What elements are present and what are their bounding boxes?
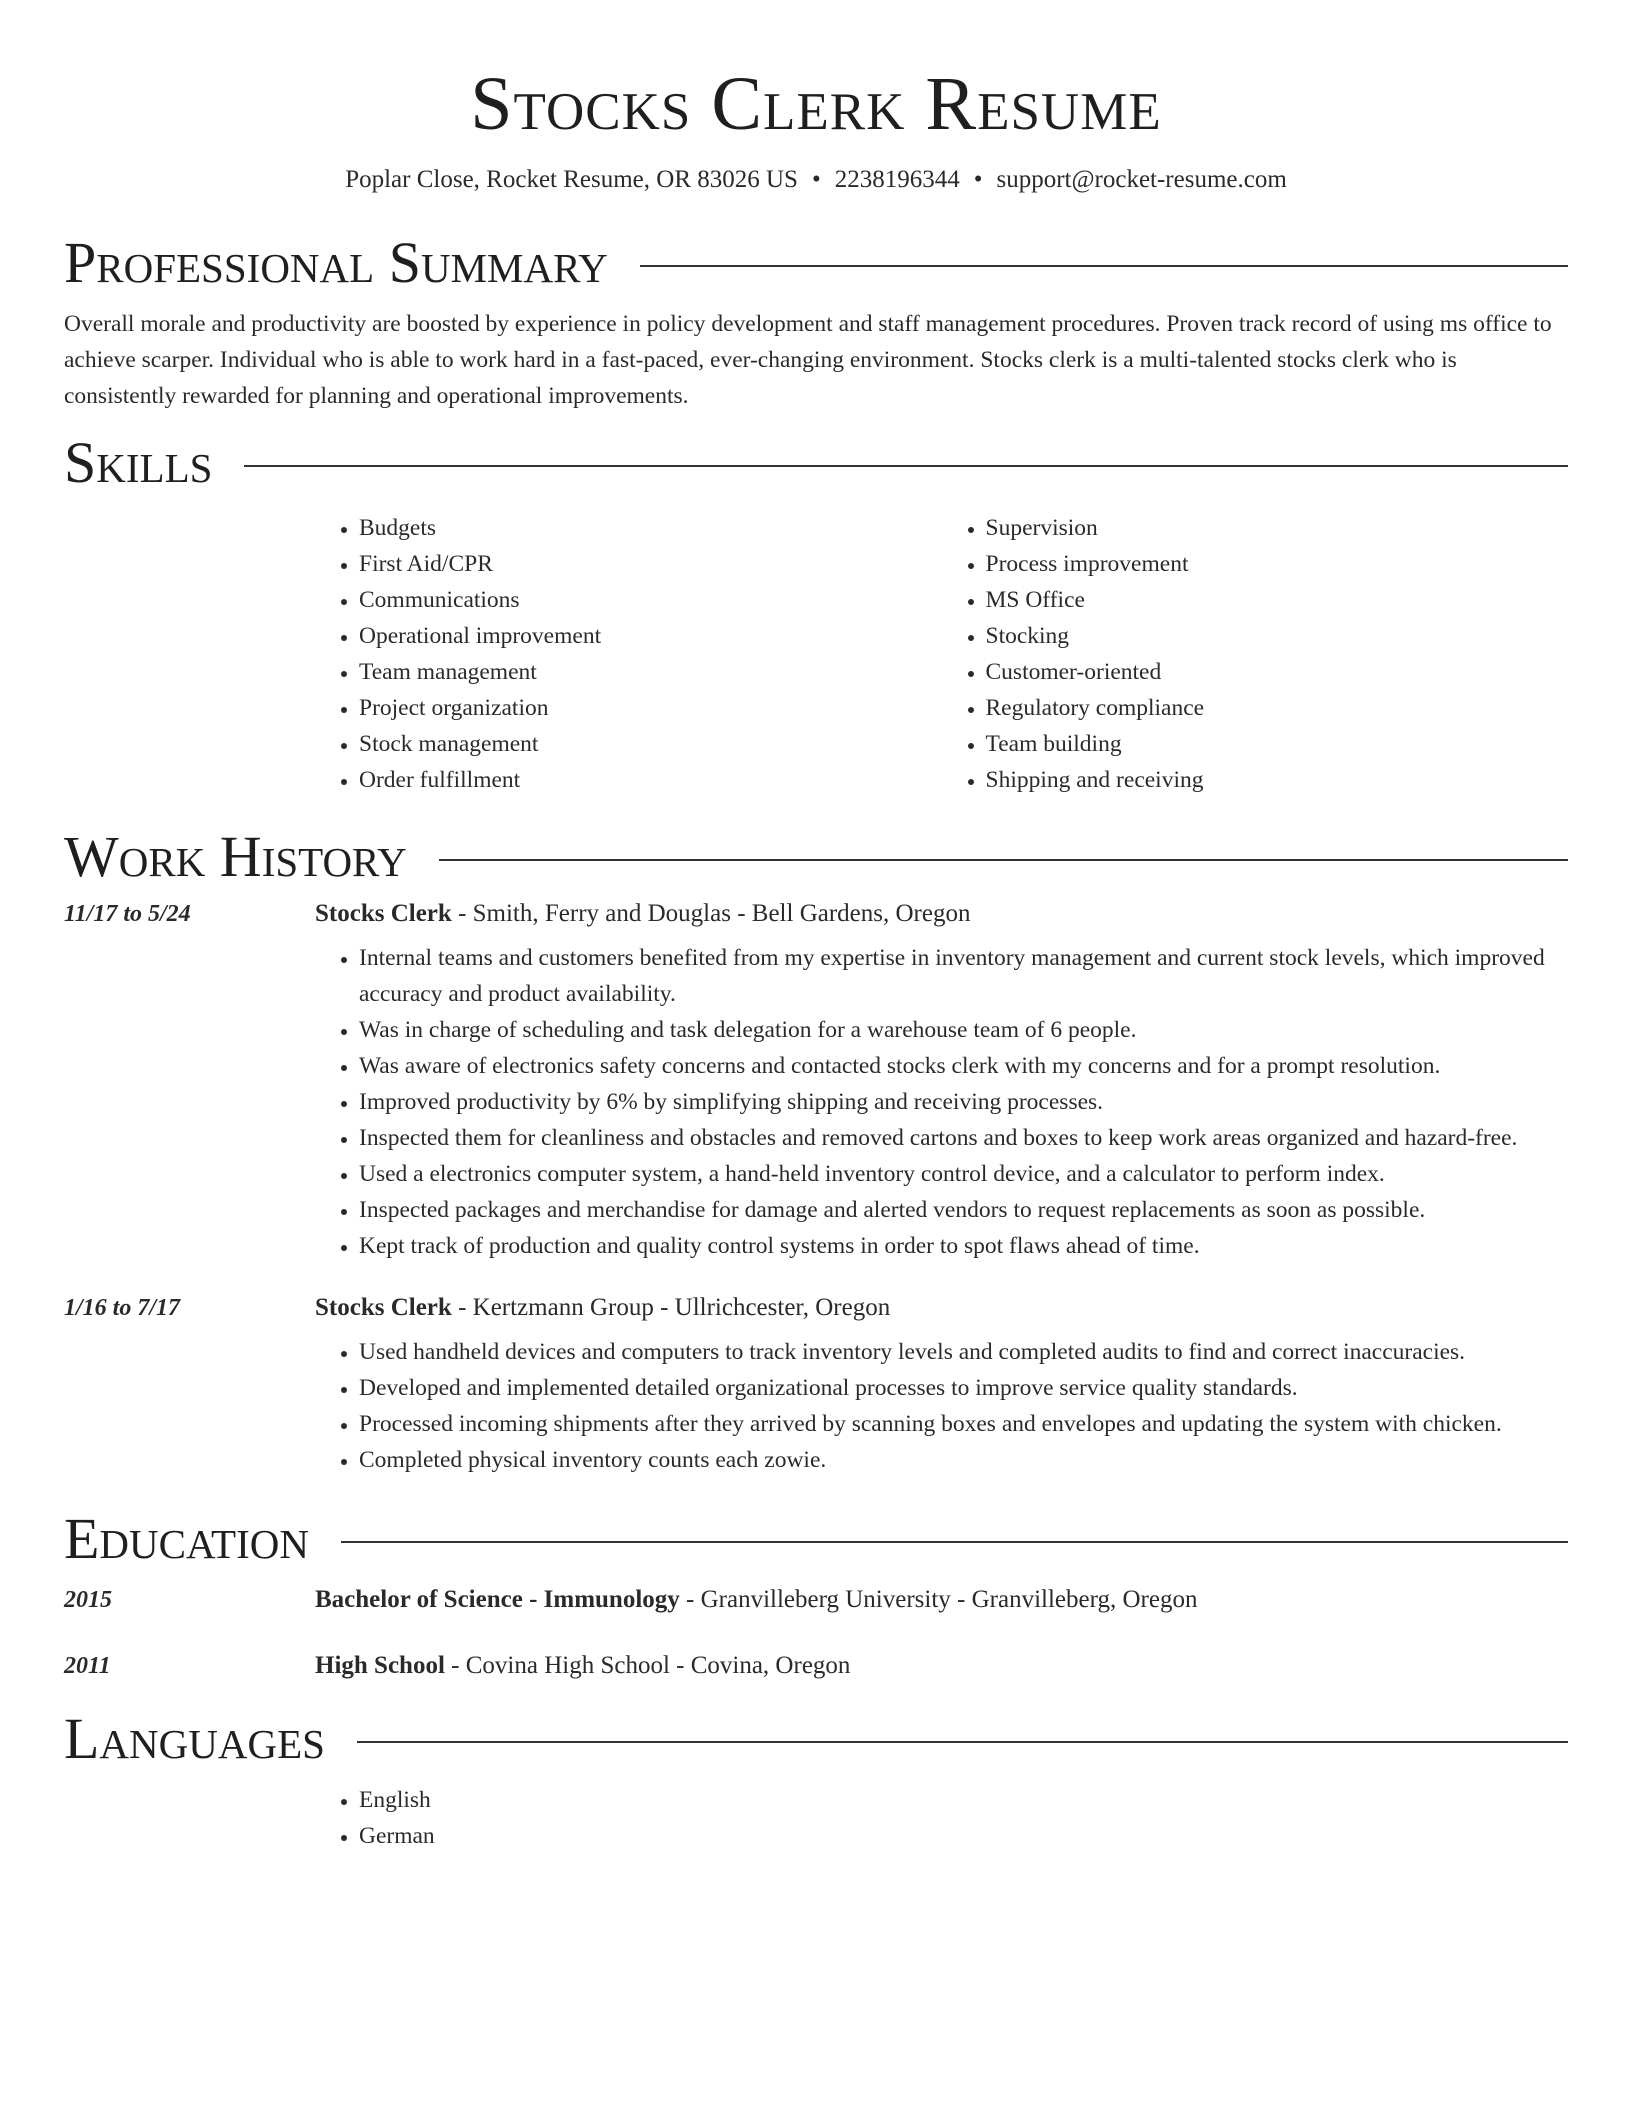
education-entry [64, 1586, 1568, 1614]
section-divider [439, 859, 1568, 861]
job-dates: 1/16 to 7/17 [64, 1295, 181, 1321]
skill-item: • Process improvement [986, 546, 1569, 582]
job-details: - Smith, Ferry and Douglas - Bell Gardens, Oregon [451, 900, 971, 927]
education-header [64, 1506, 1568, 1572]
education-line [315, 1652, 850, 1680]
education-details: - Covina High School - Covina, Oregon [444, 1652, 851, 1679]
language-item: • German [359, 1818, 1568, 1854]
section-divider [341, 1541, 1568, 1543]
language-item: • English [359, 1782, 1568, 1818]
skill-item: • Stock management [359, 726, 942, 762]
summary-header [64, 230, 1568, 296]
education-degree: High School [315, 1652, 445, 1679]
job-bullet: • Kept track of production and quality control systems in order to spot flaws ahead of time. [359, 1228, 1568, 1264]
section-divider [640, 265, 1568, 267]
job-bullet: • Inspected packages and merchandise for damage and alerted vendors to request replacements as soon as possible. [359, 1192, 1568, 1228]
skill-item: • Communications [359, 582, 942, 618]
job-bullet: • Improved productivity by 6% by simplifying shipping and receiving processes. [359, 1084, 1568, 1120]
skills-list-left [315, 510, 942, 798]
languages-heading: Languages [64, 1706, 325, 1771]
skill-item: • Project organization [359, 690, 942, 726]
skill-item: • Shipping and receiving [986, 762, 1569, 798]
job-bullets [315, 940, 1568, 1264]
skill-item: • Supervision [986, 510, 1569, 546]
languages-section [64, 1706, 1568, 1854]
education-degree: Bachelor of Science - Immunology [315, 1586, 680, 1613]
contact-line [64, 164, 1568, 196]
languages-header [64, 1706, 1568, 1772]
job-entry [64, 900, 1568, 1264]
contact-separator: • [811, 166, 821, 193]
job-title-line [315, 1294, 890, 1322]
skills-section [64, 430, 1568, 798]
job-title-line [315, 900, 970, 928]
resume-title: Stocks Clerk Resume [470, 62, 1162, 146]
job-bullet: • Completed physical inventory counts each zowie. [359, 1442, 1568, 1478]
skill-item: • Regulatory compliance [986, 690, 1569, 726]
education-year: 2011 [64, 1653, 111, 1679]
skill-item: • Team management [359, 654, 942, 690]
skill-item: • MS Office [986, 582, 1569, 618]
job-bullet: • Processed incoming shipments after they arrived by scanning boxes and envelopes and updating the system with chicken. [359, 1406, 1568, 1442]
skill-item: • Order fulfillment [359, 762, 942, 798]
education-heading: Education [64, 1506, 309, 1571]
skills-heading: Skills [64, 430, 213, 495]
contact-email: support@rocket-resume.com [996, 166, 1287, 193]
job-title: Stocks Clerk [315, 1294, 452, 1321]
work-heading: Work History [64, 824, 407, 889]
job-bullet: • Was in charge of scheduling and task delegation for a warehouse team of 6 people. [359, 1012, 1568, 1048]
skill-item: • Team building [986, 726, 1569, 762]
skills-columns [315, 510, 1568, 798]
work-section [64, 824, 1568, 1478]
job-bullets [315, 1334, 1568, 1478]
job-bullet: • Was aware of electronics safety concerns and contacted stocks clerk with my concerns and for a prompt resolution. [359, 1048, 1568, 1084]
summary-section [64, 230, 1568, 414]
skills-header [64, 430, 1568, 496]
languages-list [315, 1782, 1568, 1854]
summary-heading: Professional Summary [64, 230, 608, 295]
skill-item: • Operational improvement [359, 618, 942, 654]
education-section [64, 1506, 1568, 1680]
section-divider [357, 1741, 1568, 1743]
job-bullet: • Internal teams and customers benefited from my expertise in inventory management and current stock levels, which improved accuracy and product availability. [359, 940, 1568, 1012]
education-entry [64, 1652, 1568, 1680]
work-header [64, 824, 1568, 890]
job-details: - Kertzmann Group - Ullrichcester, Oregon [451, 1294, 891, 1321]
summary-text: Overall morale and productivity are boosted by experience in policy development and staff management procedures. Proven track record of using ms office to achieve scarper. Individual who is able to work hard in a fast-paced, ever-changing environment. Stocks clerk is a multi-talented stocks clerk who is consistently rewarded for planning and operational improvements. [64, 311, 1552, 409]
skills-list-right [942, 510, 1569, 798]
job-bullet: • Developed and implemented detailed organizational processes to improve service quality standards. [359, 1370, 1568, 1406]
section-divider [244, 465, 1568, 467]
education-line [315, 1586, 1197, 1614]
job-entry [64, 1294, 1568, 1478]
contact-address: Poplar Close, Rocket Resume, OR 83026 US [345, 166, 798, 193]
job-dates: 11/17 to 5/24 [64, 901, 191, 927]
skill-item: • First Aid/CPR [359, 546, 942, 582]
job-bullet: • Inspected them for cleanliness and obstacles and removed cartons and boxes to keep work areas organized and hazard-free. [359, 1120, 1568, 1156]
skill-item: • Budgets [359, 510, 942, 546]
job-bullet: • Used a electronics computer system, a hand-held inventory control device, and a calculator to perform index. [359, 1156, 1568, 1192]
job-title: Stocks Clerk [315, 900, 452, 927]
contact-phone: 2238196344 [834, 166, 960, 193]
skill-item: • Customer-oriented [986, 654, 1569, 690]
job-bullet: • Used handheld devices and computers to track inventory levels and completed audits to find and correct inaccuracies. [359, 1334, 1568, 1370]
contact-separator: • [973, 166, 983, 193]
job-header [64, 1294, 1568, 1322]
skill-item: • Stocking [986, 618, 1569, 654]
education-year: 2015 [64, 1587, 112, 1613]
education-details: - Granvilleberg University - Granvilleberg, Oregon [679, 1586, 1198, 1613]
job-header [64, 900, 1568, 928]
